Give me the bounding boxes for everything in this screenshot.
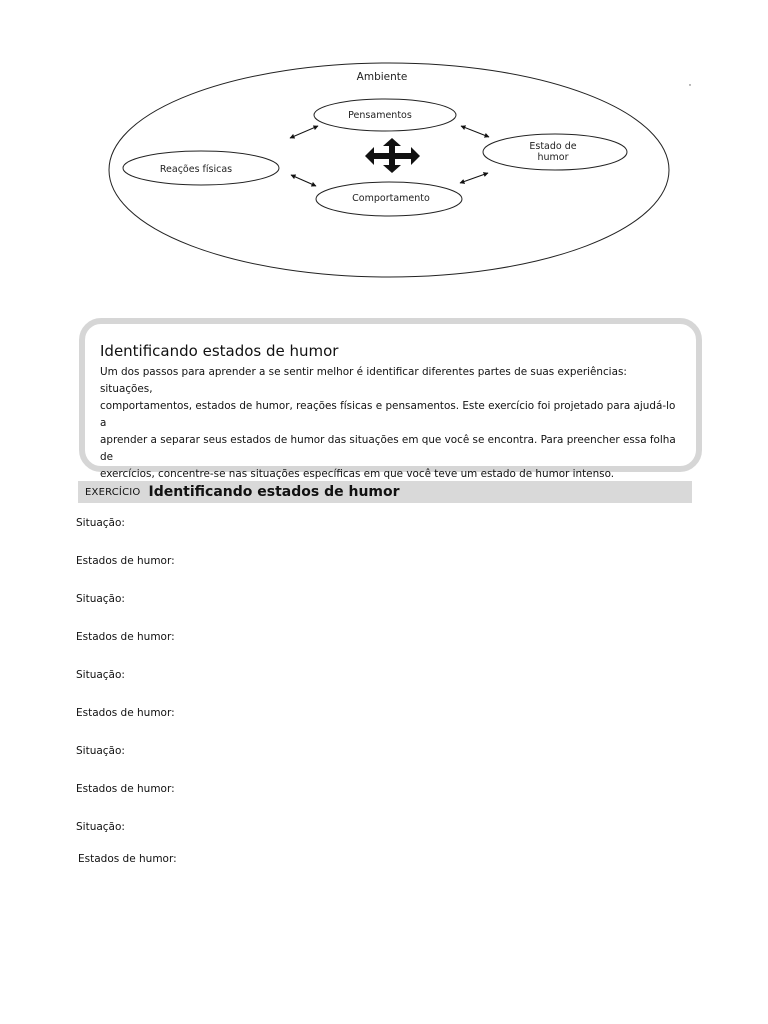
mood-field-2[interactable]: Estados de humor: [76, 631, 175, 643]
mood-label-line1: Estado de [529, 141, 577, 152]
info-box [79, 318, 702, 480]
exercise-header [78, 481, 692, 503]
thoughts-label: Pensamentos [348, 110, 412, 121]
five-areas-diagram [0, 0, 768, 300]
exercise-label: EXERCÍCIO [85, 486, 141, 498]
situation-field-5[interactable]: Situação: [76, 821, 125, 833]
info-line: exercícios, concentre-se nas situações específicas em que você teve um estado de humor intenso. [100, 468, 615, 480]
mood-label-line2: humor [537, 152, 569, 163]
info-line: aprender a separar seus estados de humor das situações em que você se encontra. Para preencher essa folha de [100, 434, 676, 463]
mood-field-1[interactable]: Estados de humor: [76, 555, 175, 567]
mood-field-3[interactable]: Estados de humor: [76, 707, 175, 719]
situation-field-4[interactable]: Situação: [76, 745, 125, 757]
info-body [100, 364, 681, 483]
mood-field-5[interactable]: Estados de humor: [78, 853, 177, 865]
situation-field-3[interactable]: Situação: [76, 669, 125, 681]
physical-reactions-label: Reações físicas [159, 164, 233, 175]
info-title: Identificando estados de humor [100, 342, 339, 360]
info-line: Um dos passos para aprender a se sentir melhor é identificar diferentes partes de suas experiências: situações, [100, 366, 627, 395]
environment-label: Ambiente [356, 71, 408, 83]
mood-field-4[interactable]: Estados de humor: [76, 783, 175, 795]
info-line: comportamentos, estados de humor, reações físicas e pensamentos. Este exercício foi projetado para ajudá-lo a [100, 400, 676, 429]
situation-field-2[interactable]: Situação: [76, 593, 125, 605]
situation-field-1[interactable]: Situação: [76, 517, 125, 529]
exercise-title: Identificando estados de humor [148, 484, 400, 500]
stray-dot [689, 84, 690, 85]
behavior-label: Comportamento [352, 193, 430, 204]
